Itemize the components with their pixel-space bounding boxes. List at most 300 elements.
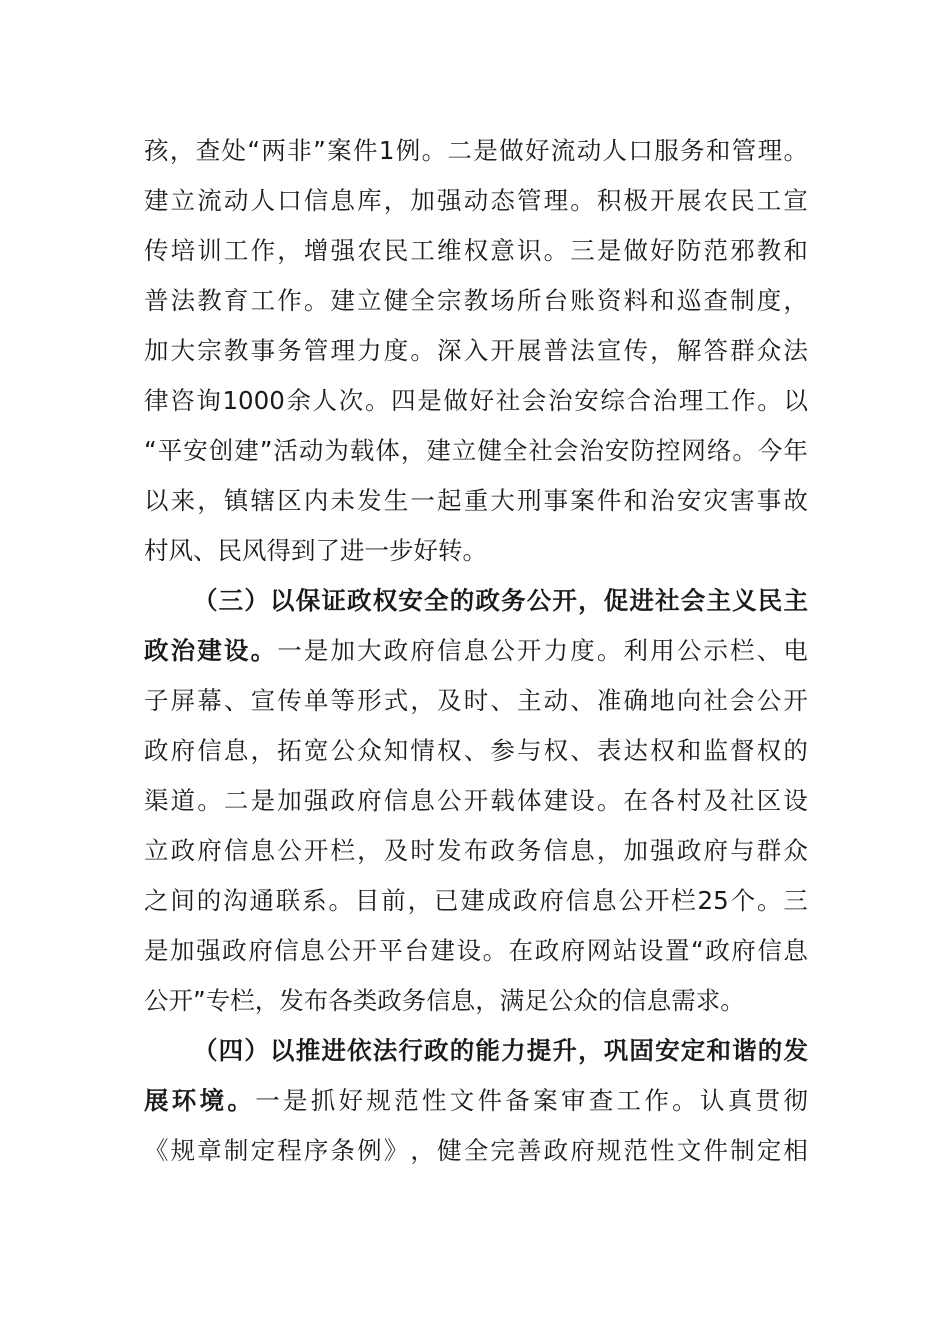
text-glyph: 文: [676, 1136, 702, 1165]
text-glyph: 管: [516, 186, 542, 215]
text-glyph: ，: [277, 236, 302, 265]
text-glyph: 与: [730, 836, 755, 865]
text-glyph: 开: [352, 936, 377, 965]
text-glyph: 积: [596, 186, 622, 215]
bold-text-glyph: 的: [757, 1036, 783, 1065]
text-glyph: 审: [560, 1086, 586, 1115]
bold-text-glyph: 证: [321, 586, 346, 615]
text-glyph: 做: [623, 236, 649, 265]
text-glyph: 健: [437, 1136, 462, 1165]
text-glyph: 两: [261, 136, 286, 165]
text-glyph: 。: [756, 886, 782, 915]
text-glyph: 健: [477, 436, 502, 465]
text-glyph: 好: [469, 386, 495, 415]
text-glyph: ，: [383, 186, 409, 215]
text-glyph: 。: [543, 236, 569, 265]
text-glyph: 强: [650, 836, 675, 865]
text-glyph: 时: [410, 836, 435, 865]
text-glyph: 以: [783, 386, 808, 415]
text-glyph: 好: [525, 136, 550, 165]
text-glyph: 和: [676, 736, 702, 765]
text-glyph: 强: [437, 186, 462, 215]
text-glyph: 公: [618, 886, 643, 915]
text-glyph: 备: [505, 1086, 530, 1115]
text-line: [144, 626, 808, 676]
text-glyph: 信: [197, 736, 222, 765]
text-glyph: 络: [706, 436, 732, 465]
text-line: [144, 826, 808, 876]
text-glyph: ，: [357, 836, 382, 865]
text-glyph: ，: [169, 136, 195, 165]
text-glyph: 政: [513, 886, 538, 915]
text-glyph: 传: [623, 336, 649, 365]
text-glyph: ”: [313, 136, 326, 165]
text-glyph: 活: [273, 436, 298, 465]
bold-text-glyph: 务: [501, 586, 526, 615]
text-glyph: 政: [543, 1136, 569, 1165]
text-glyph: 。: [720, 986, 745, 1015]
text-glyph: 置: [664, 936, 690, 965]
text-glyph: 确: [623, 686, 649, 715]
text-glyph: 范: [623, 1136, 649, 1165]
text-glyph: 。: [364, 386, 390, 415]
text-glyph: 故: [783, 486, 808, 515]
text-glyph: 库: [357, 186, 382, 215]
text-glyph: 是: [417, 386, 442, 415]
text-glyph: 个: [730, 886, 756, 915]
text-glyph: 范: [394, 1086, 419, 1115]
text-glyph: 孩: [144, 136, 169, 165]
text-glyph: 社: [495, 386, 521, 415]
text-glyph: ，: [400, 436, 426, 465]
text-glyph: 彻: [783, 1086, 808, 1115]
text-glyph: 好: [413, 536, 438, 565]
text-glyph: 息: [592, 886, 617, 915]
text-glyph: 传: [144, 236, 169, 265]
text-glyph: 建: [426, 436, 451, 465]
text-glyph: 政: [676, 836, 702, 865]
text-glyph: 务: [516, 836, 542, 865]
text-glyph: 教: [223, 336, 249, 365]
text-glyph: 展: [516, 336, 542, 365]
text-glyph: 宣: [783, 186, 808, 215]
text-glyph: 。: [596, 786, 622, 815]
text-glyph: 农: [703, 186, 728, 215]
bold-text-glyph: 能: [475, 1036, 500, 1065]
text-glyph: 立: [144, 836, 169, 865]
text-glyph: 众: [357, 736, 382, 765]
text-glyph: 训: [197, 236, 222, 265]
bold-text-glyph: 权: [372, 586, 398, 615]
text-glyph: 管: [303, 336, 329, 365]
text-glyph: 前: [381, 886, 406, 915]
text-glyph: 起: [437, 486, 462, 515]
text-glyph: 人: [602, 136, 628, 165]
text-glyph: 和: [705, 136, 731, 165]
text-glyph: 息: [250, 836, 276, 865]
text-glyph: 事: [250, 336, 276, 365]
text-glyph: 栏: [730, 636, 755, 665]
bold-text-glyph: 安: [398, 586, 423, 615]
text-glyph: 示: [703, 636, 728, 665]
text-glyph: 、: [223, 686, 249, 715]
text-glyph: “: [690, 936, 704, 965]
text-glyph: 各: [650, 786, 675, 815]
text-glyph: 账: [570, 286, 595, 315]
text-glyph: 态: [490, 186, 515, 215]
bold-text-glyph: 法: [372, 1036, 398, 1065]
text-glyph: 区: [277, 486, 302, 515]
bold-text-glyph: 政: [424, 1036, 449, 1065]
text-glyph: 发: [279, 986, 304, 1015]
text-glyph: 认: [699, 1086, 725, 1115]
text-glyph: 25: [697, 886, 729, 915]
text-line: [144, 876, 808, 926]
text-glyph: 范: [703, 236, 728, 265]
text-glyph: 咨: [170, 386, 195, 415]
text-glyph: 合: [626, 386, 652, 415]
text-glyph: 渠: [144, 786, 169, 815]
text-glyph: 宽: [303, 736, 329, 765]
text-glyph: 地: [650, 686, 675, 715]
text-glyph: 足: [524, 986, 549, 1015]
text-glyph: 控: [655, 436, 681, 465]
text-glyph: 查: [195, 136, 221, 165]
text-glyph: 理: [330, 336, 355, 365]
text-line: [144, 926, 808, 976]
bold-text-glyph: 力: [501, 1036, 526, 1065]
bold-text-glyph: ，: [578, 586, 603, 615]
text-glyph: 息: [783, 936, 808, 965]
text-glyph: 以: [144, 486, 169, 515]
text-glyph: 已: [433, 886, 459, 915]
text-glyph: 立: [357, 286, 382, 315]
text-glyph: 。: [783, 136, 808, 165]
text-glyph: 三: [783, 886, 808, 915]
text-glyph: 公: [548, 986, 574, 1015]
text-glyph: 、: [756, 636, 782, 665]
bold-text-glyph: 三: [218, 586, 244, 615]
text-glyph: 公: [490, 636, 515, 665]
text-glyph: 布: [303, 986, 329, 1015]
bold-text-glyph: 的: [449, 586, 475, 615]
text-glyph: 立: [170, 186, 196, 215]
text-glyph: 害: [730, 486, 755, 515]
text-glyph: 定: [250, 1136, 276, 1165]
text-glyph: 安: [676, 486, 702, 515]
text-line: [144, 476, 808, 526]
text-line: [144, 526, 808, 576]
text-glyph: 法: [783, 336, 808, 365]
text-glyph: 府: [570, 1136, 595, 1165]
text-glyph: 载: [349, 436, 375, 465]
text-glyph: 权: [756, 736, 782, 765]
text-glyph: 公: [277, 836, 302, 865]
text-glyph: 工: [250, 286, 276, 315]
text-glyph: 健: [383, 286, 409, 315]
text-glyph: 件: [477, 1086, 503, 1115]
text-glyph: 是: [144, 936, 169, 965]
text-glyph: 政: [222, 936, 247, 965]
text-glyph: 信: [565, 886, 591, 915]
text-glyph: 加: [144, 336, 169, 365]
text-glyph: 。: [732, 436, 757, 465]
text-line: [144, 1126, 808, 1176]
text-glyph: 件: [353, 136, 378, 165]
text-glyph: 刑: [516, 486, 542, 515]
text-glyph: 动: [576, 136, 602, 165]
text-glyph: 强: [303, 786, 329, 815]
text-glyph: ，: [410, 1136, 435, 1165]
text-glyph: 辖: [250, 486, 276, 515]
text-line: [144, 176, 808, 226]
text-glyph: 全: [502, 436, 528, 465]
text-glyph: 和: [623, 486, 649, 515]
text-line: [144, 376, 808, 426]
text-glyph: 步: [389, 536, 414, 565]
text-glyph: 开: [516, 636, 542, 665]
text-glyph: 知: [383, 736, 409, 765]
text-glyph: 社: [703, 686, 728, 715]
text-glyph: 创: [208, 436, 234, 465]
text-glyph: 信: [223, 836, 249, 865]
text-glyph: 展: [676, 186, 702, 215]
bold-text-glyph: （: [193, 586, 218, 615]
text-glyph: 口: [628, 136, 653, 165]
text-glyph: 。: [421, 136, 447, 165]
text-glyph: 是: [282, 1086, 308, 1115]
bold-text-glyph: 治: [170, 636, 196, 665]
text-glyph: 类: [352, 986, 378, 1015]
text-glyph: 答: [703, 336, 728, 365]
text-glyph: 料: [623, 286, 649, 315]
text-glyph: 动: [298, 436, 324, 465]
text-glyph: 形: [357, 686, 382, 715]
text-glyph: 群: [730, 336, 755, 365]
text-glyph: 信: [303, 186, 329, 215]
text-glyph: 政: [490, 836, 515, 865]
text-glyph: 。: [757, 386, 782, 415]
text-glyph: 府: [539, 886, 564, 915]
text-glyph: 《: [144, 1136, 169, 1165]
text-glyph: 信: [383, 786, 409, 815]
text-glyph: 政: [534, 936, 560, 965]
text-glyph: 式: [383, 686, 409, 715]
text-glyph: 信: [274, 936, 299, 965]
text-glyph: 设: [783, 786, 808, 815]
text-glyph: 设: [638, 936, 664, 965]
text-glyph: 。: [462, 536, 487, 565]
text-glyph: 事: [756, 486, 782, 515]
text-glyph: 管: [731, 136, 757, 165]
bold-text-glyph: 保: [295, 586, 321, 615]
text-glyph: 普: [543, 336, 569, 365]
text-glyph: 表: [596, 736, 622, 765]
text-glyph: 信: [757, 936, 782, 965]
text-glyph: 社: [730, 786, 755, 815]
text-glyph: 律: [144, 386, 169, 415]
bold-text-glyph: 进: [321, 1036, 346, 1065]
text-glyph: 求: [695, 986, 721, 1015]
text-glyph: 社: [528, 436, 553, 465]
text-glyph: 大: [170, 336, 196, 365]
text-glyph: 府: [703, 836, 728, 865]
bold-text-glyph: ）: [244, 586, 269, 615]
text-glyph: 性: [421, 1086, 447, 1115]
text-glyph: 一: [277, 636, 302, 665]
text-glyph: ，: [783, 286, 808, 315]
bold-text-glyph: 境: [199, 1086, 225, 1115]
text-glyph: 加: [410, 186, 435, 215]
text-glyph: 动: [463, 186, 489, 215]
bold-text-glyph: 谐: [732, 1036, 757, 1065]
text-glyph: 信: [437, 636, 462, 665]
text-glyph: 宣: [250, 686, 276, 715]
text-glyph: 动: [223, 186, 249, 215]
bold-text-glyph: 提: [526, 1036, 552, 1065]
bold-text-glyph: 主: [783, 586, 808, 615]
text-glyph: 会: [730, 686, 755, 715]
bold-text-glyph: 建: [197, 636, 222, 665]
text-glyph: 程: [277, 1136, 302, 1165]
text-glyph: 息: [410, 786, 435, 815]
text-glyph: 相: [783, 1136, 808, 1165]
text-glyph: 教: [197, 286, 222, 315]
text-line: [144, 1076, 808, 1126]
text-glyph: 询: [196, 386, 221, 415]
text-glyph: 建: [234, 436, 259, 465]
text-glyph: 查: [588, 1086, 614, 1115]
text-glyph: 府: [410, 636, 435, 665]
text-glyph: 权: [543, 736, 569, 765]
text-glyph: 。: [303, 286, 329, 315]
text-glyph: 栏: [671, 886, 696, 915]
text-glyph: “: [144, 436, 157, 465]
text-glyph: 开: [650, 186, 675, 215]
text-glyph: 农: [357, 236, 382, 265]
text-glyph: 文: [449, 1086, 475, 1115]
text-glyph: 度: [756, 286, 782, 315]
text-glyph: 公: [437, 786, 462, 815]
text-glyph: 网: [586, 936, 612, 965]
text-glyph: 时: [463, 686, 489, 715]
text-glyph: 间: [170, 886, 195, 915]
text-glyph: 1: [378, 136, 395, 165]
text-glyph: “: [247, 136, 261, 165]
text-glyph: 理: [678, 386, 704, 415]
text-glyph: 生: [383, 486, 409, 515]
text-glyph: 栏: [230, 986, 255, 1015]
text-glyph: 理: [543, 186, 569, 215]
text-glyph: 府: [170, 736, 196, 765]
document-body: [144, 126, 808, 1176]
text-glyph: 权: [650, 736, 675, 765]
text-glyph: 治: [548, 386, 573, 415]
text-glyph: 序: [303, 1136, 329, 1165]
text-glyph: 案: [533, 1086, 558, 1115]
text-glyph: 开: [303, 836, 329, 865]
text-glyph: 成: [486, 886, 512, 915]
text-glyph: 息: [463, 636, 489, 665]
text-glyph: 加: [330, 636, 355, 665]
text-glyph: 今: [757, 436, 783, 465]
text-glyph: 了: [315, 536, 340, 565]
text-line: [144, 726, 808, 776]
text-glyph: 利: [623, 636, 649, 665]
text-glyph: 善: [516, 1136, 542, 1165]
text-glyph: 工: [616, 1086, 642, 1115]
text-glyph: 会: [521, 386, 547, 415]
text-glyph: 性: [650, 1136, 675, 1165]
text-glyph: 综: [600, 386, 625, 415]
text-glyph: 治: [579, 436, 604, 465]
text-glyph: 权: [437, 736, 462, 765]
text-glyph: 处: [221, 136, 247, 165]
text-glyph: 年: [783, 436, 808, 465]
text-glyph: 流: [197, 186, 222, 215]
text-glyph: ，: [596, 836, 622, 865]
text-glyph: 加: [277, 786, 302, 815]
text-glyph: 和: [650, 286, 675, 315]
text-glyph: 真: [727, 1086, 753, 1115]
text-glyph: 民: [217, 536, 242, 565]
text-glyph: 事: [543, 486, 569, 515]
text-line: [144, 1026, 808, 1076]
text-glyph: 一: [364, 536, 389, 565]
text-glyph: 各: [328, 986, 353, 1015]
text-glyph: 府: [731, 936, 756, 965]
text-glyph: 是: [250, 786, 276, 815]
text-glyph: 做: [443, 386, 468, 415]
text-glyph: 联: [275, 886, 301, 915]
text-glyph: 拓: [277, 736, 302, 765]
bold-text-glyph: 。: [250, 636, 276, 665]
bold-text-glyph: 公: [526, 586, 552, 615]
text-glyph: 众: [756, 336, 782, 365]
text-glyph: 站: [612, 936, 638, 965]
text-glyph: 普: [144, 286, 169, 315]
text-line: [144, 276, 808, 326]
text-glyph: 好: [650, 236, 675, 265]
text-glyph: 。: [482, 936, 508, 965]
text-glyph: 参: [490, 736, 515, 765]
text-glyph: 及: [703, 786, 728, 815]
text-glyph: 作: [644, 1086, 669, 1115]
text-glyph: 查: [703, 286, 728, 315]
text-glyph: 众: [573, 986, 598, 1015]
text-glyph: 制: [730, 1136, 755, 1165]
text-line: [144, 676, 808, 726]
text-glyph: 村: [676, 786, 702, 815]
text-glyph: 建: [460, 886, 485, 915]
text-glyph: 非: [287, 136, 312, 165]
text-glyph: 安: [604, 436, 630, 465]
text-glyph: 建: [430, 936, 456, 965]
text-glyph: 三: [570, 236, 595, 265]
text-glyph: 规: [596, 1136, 622, 1165]
text-glyph: 务: [277, 336, 302, 365]
text-glyph: 大: [357, 636, 382, 665]
text-glyph: 好: [338, 1086, 364, 1115]
bold-text-glyph: 会: [680, 586, 706, 615]
text-glyph: 入: [463, 336, 489, 365]
text-glyph: 动: [543, 686, 569, 715]
text-glyph: 屏: [170, 686, 196, 715]
text-line: [144, 576, 808, 626]
text-glyph: 、: [570, 736, 595, 765]
text-glyph: 进: [340, 536, 365, 565]
text-glyph: 次: [338, 386, 364, 415]
